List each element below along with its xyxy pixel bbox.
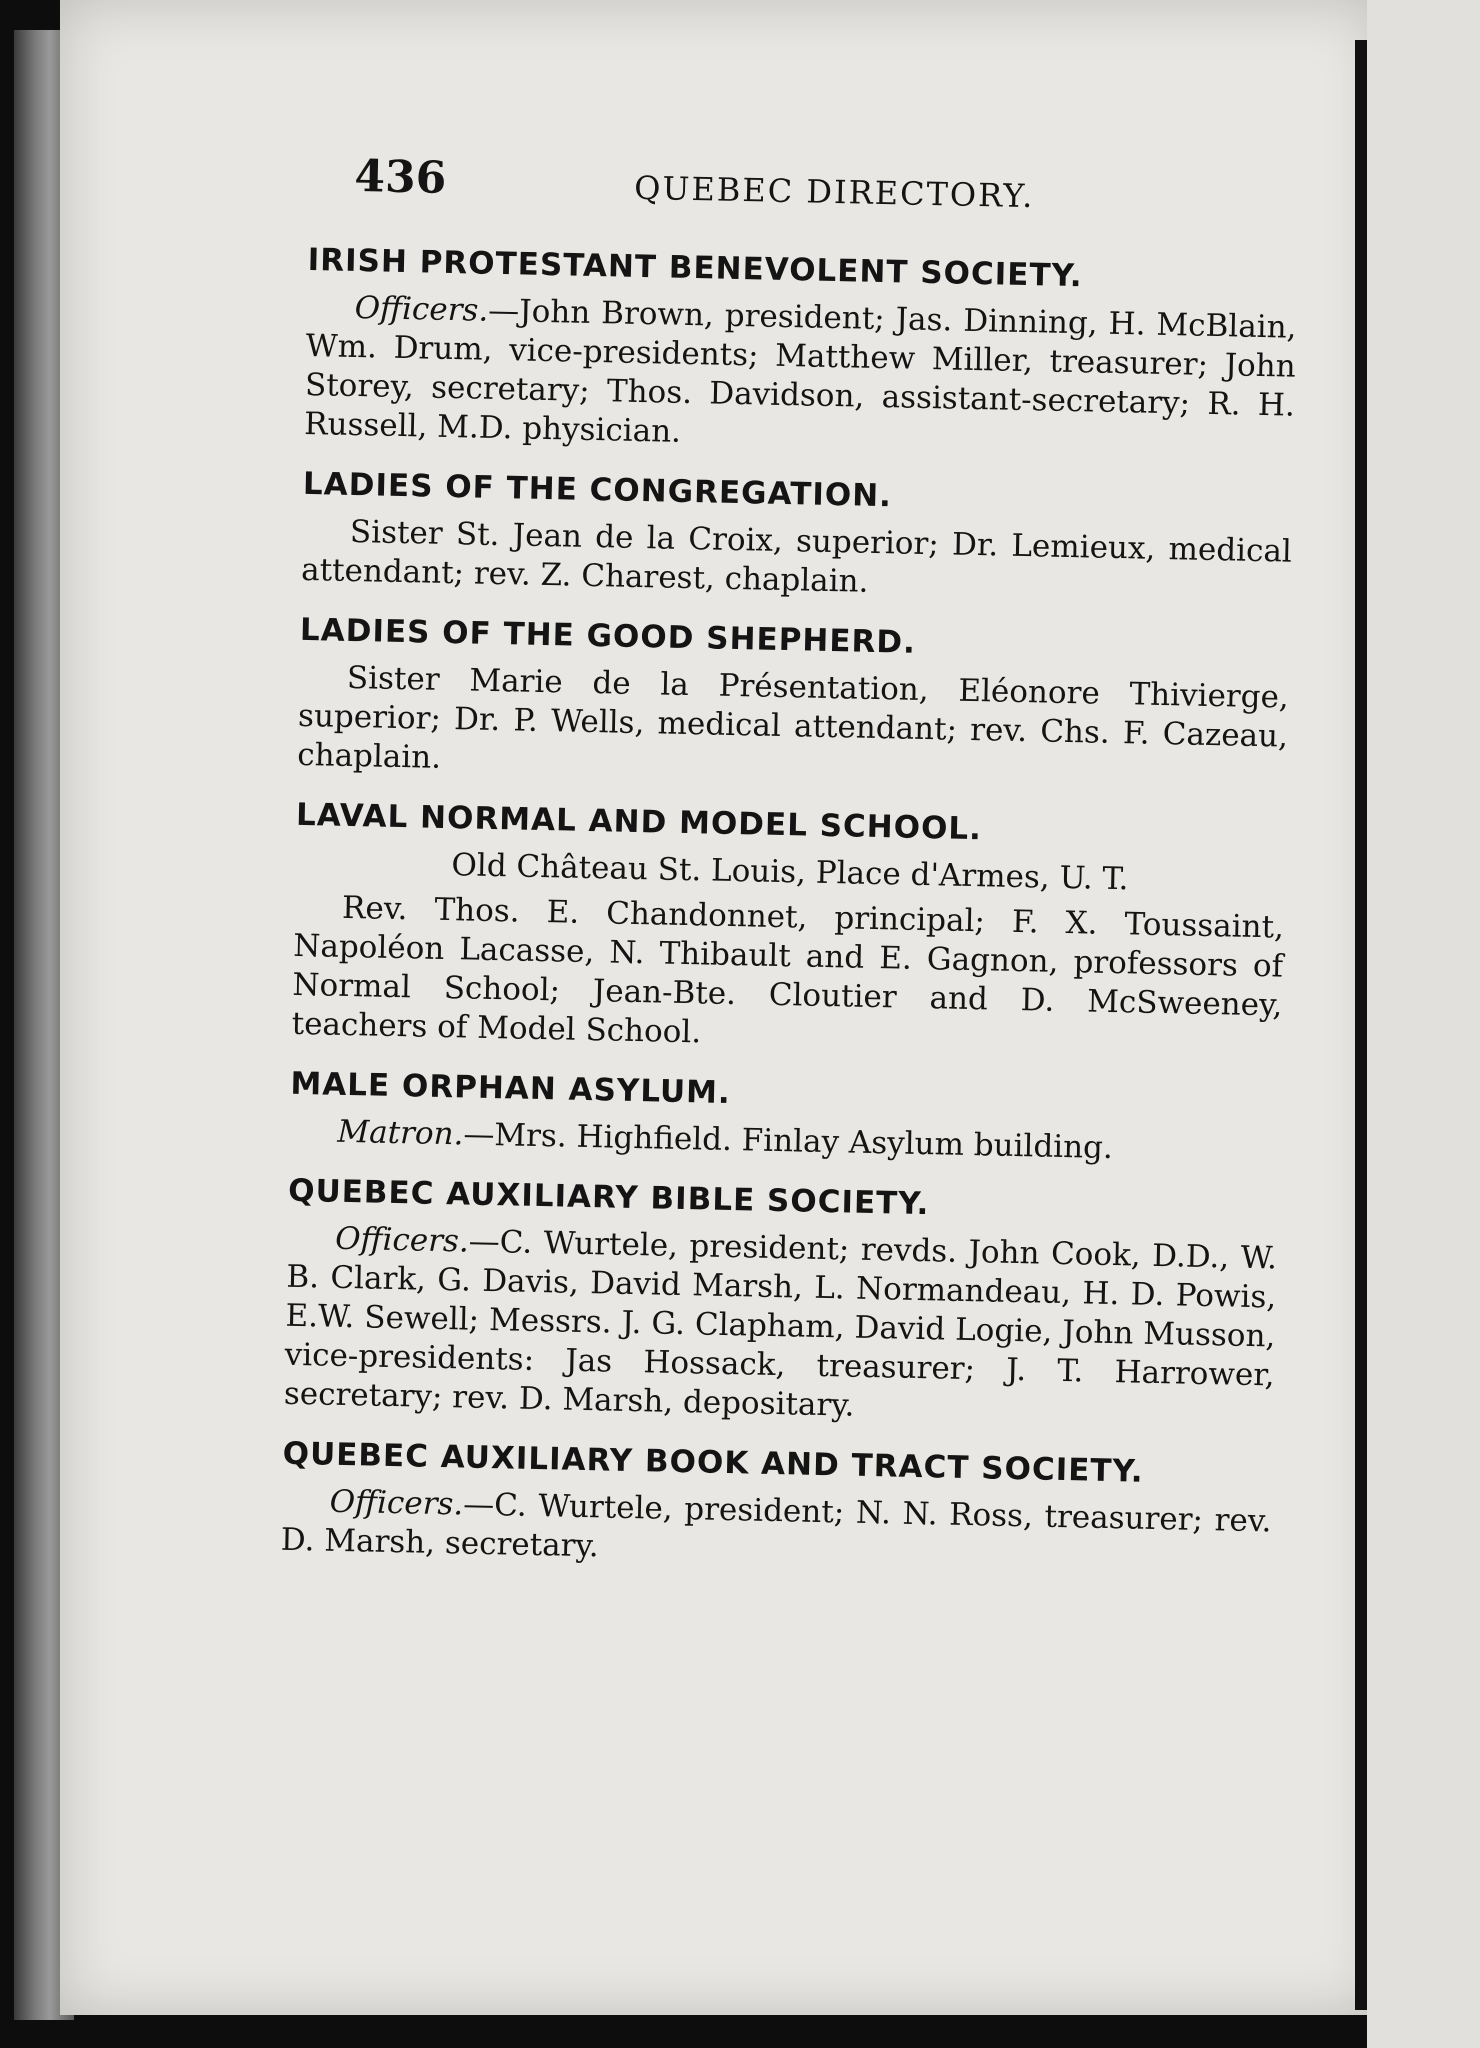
page-content [280, 150, 1299, 1580]
entry-male-orphan-asylum [289, 1066, 1281, 1172]
running-title: QUEBEC DIRECTORY. [633, 168, 1035, 216]
entry-title: LADIES OF THE CONGREGATION. [302, 465, 893, 515]
entry-text: —Mrs. Highfield. Finlay Asylum building. [463, 1116, 1114, 1167]
book-page [60, 0, 1380, 2015]
entry-text: —C. Wurtele, president; N. N. Ross, treasurer; rev. D. Marsh, secretary. [280, 1486, 1272, 1565]
entry-title: MALE ORPHAN ASYLUM. [290, 1065, 732, 1112]
entry-role-label: Officers. [334, 1220, 470, 1260]
entry-role-label: Officers. [329, 1483, 464, 1523]
entry-title: QUEBEC AUXILIARY BOOK AND TRACT SOCIETY. [282, 1435, 1144, 1490]
entry-text: Sister St. Jean de la Croix, superior; Dr. Lemieux, medical attendant; rev. Z. Charest, chaplain. [300, 513, 1293, 600]
entry-role-label: Matron. [337, 1113, 464, 1153]
entry-address: Old Château St. Louis, Place d'Armes, U. T. [451, 847, 1129, 898]
entry-text: —C. Wurtele, president; revds. John Cook, D.D., W. B. Clark, G. Davis, David Marsh, L. Normandeau, H. D. Powis, E.W. Sewell; Messrs. J. G. Clapham, David Logie, John Musson, vice-presidents: Jas Hossack, treasurer; J. T. Harrower, secretary; rev. D. Marsh, depositary. [283, 1223, 1278, 1424]
entry-body [289, 1112, 1280, 1172]
entry-body [284, 1219, 1278, 1435]
entry-title: QUEBEC AUXILIARY BIBLE SOCIETY. [287, 1172, 930, 1223]
entry-text: Sister Marie de la Présentation, Eléonore Thivierge, superior; Dr. P. Wells, medical attendant; rev. Chs. F. Cazeau, chaplain. [296, 659, 1290, 776]
page-edge-shadow [1355, 40, 1367, 2010]
facing-page-strip [1367, 0, 1480, 2048]
entry-ladies-of-the-good-shepherd [297, 612, 1290, 796]
entry-irish-protestant-benevolent-society [304, 242, 1298, 465]
running-head [309, 150, 1300, 241]
entry-quebec-auxiliary-book-and-tract-society [280, 1436, 1272, 1581]
entry-quebec-auxiliary-bible-society [284, 1173, 1279, 1435]
page-number: 436 [353, 150, 447, 204]
entry-title: LAVAL NORMAL AND MODEL SCHOOL. [295, 796, 983, 848]
entry-title: LADIES OF THE GOOD SHEPHERD. [299, 611, 917, 661]
entry-role-label: Officers. [354, 289, 489, 329]
entry-text: Rev. Thos. E. Chandonnet, principal; F. X. Toussaint, Napoléon Lacasse, N. Thibault and E. Gagnon, professors of Normal School; Jean-Bte. Cloutier and D. McSweeney, teachers of Model School. [291, 889, 1285, 1051]
entry-ladies-of-the-congregation [301, 466, 1293, 611]
entry-body [304, 288, 1297, 465]
entry-body [280, 1482, 1271, 1581]
entry-text: —John Brown, president; Jas. Dinning, H. McBlain, Wm. Drum, vice-presidents; Matthew Miller, treasurer; John Storey, secretary; Thos. Davidson, assistant-secretary; R. H. Russell, M.D. physician. [303, 292, 1297, 450]
entry-title: IRISH PROTESTANT BENEVOLENT SOCIETY. [307, 241, 1084, 295]
entry-laval-normal-and-model-school [291, 797, 1286, 1065]
